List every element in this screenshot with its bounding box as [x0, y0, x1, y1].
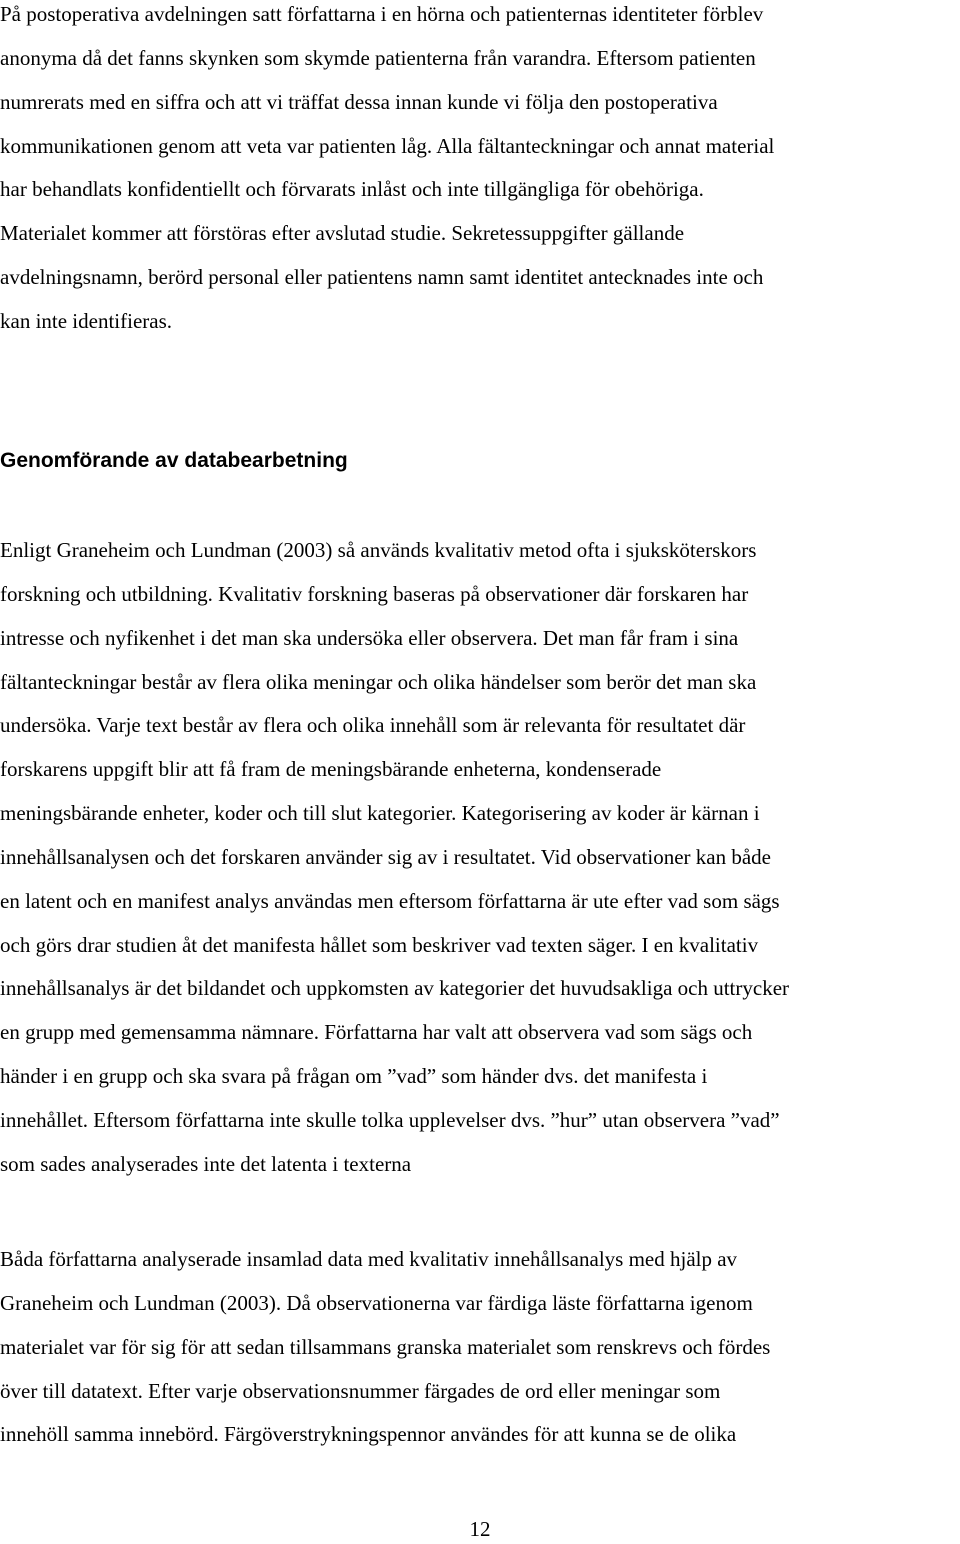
text-line: en grupp med gemensamma nämnare. Författarna har valt att observera vad som sägs och [0, 1020, 753, 1045]
text-line: forskarens uppgift blir att få fram de meningsbärande enheterna, kondenserade [0, 757, 662, 782]
text-line: Båda författarna analyserade insamlad data med kvalitativ innehållsanalys med hjälp av [0, 1247, 738, 1271]
text-line: kommunikationen genom att veta var patienten låg. Alla fältanteckningar och annat material [0, 133, 775, 158]
text-line: innehållet. Eftersom författarna inte skulle tolka upplevelser dvs. ”hur” utan observera ”vad” [0, 1107, 780, 1132]
text-line: innehöll samma innebörd. Färgöverstrykningspennor användes för att kunna se de olika [0, 1422, 737, 1447]
text-line: och görs drar studien åt det manifesta hållet som beskriver vad texten säger. I en kvalitativ [0, 932, 759, 957]
text-line: som sades analyserades inte det latenta i texterna [0, 1151, 412, 1176]
text-line: På postoperativa avdelningen satt författarna i en hörna och patienternas identiteter förblev [0, 2, 764, 26]
text-line: undersöka. Varje text består av flera och olika innehåll som är relevanta för resultatet där [0, 713, 746, 738]
text-line: fältanteckningar består av flera olika meningar och olika händelser som berör det man ska [0, 669, 757, 694]
text-line: forskning och utbildning. Kvalitativ forskning baseras på observationer där forskaren har [0, 581, 749, 606]
page-number: 12 [469, 1517, 491, 1541]
text-line: intresse och nyfikenhet i det man ska undersöka eller observera. Det man får fram i sina [0, 625, 739, 650]
paragraph-anonymity [0, 0, 774, 344]
section-heading: Genomförande av databearbetning [0, 449, 348, 472]
paragraph-analysis [0, 1238, 770, 1457]
text-line: numrerats med en siffra och att vi träffat dessa innan kunde vi följa den postoperativa [0, 89, 718, 114]
text-line: kan inte identifieras. [0, 308, 173, 333]
text-line: avdelningsnamn, berörd personal eller patientens namn samt identitet antecknades inte och [0, 265, 764, 290]
text-line: innehållsanalys är det bildandet och uppkomsten av kategorier det huvudsakliga och uttrycker [0, 976, 790, 1001]
text-line: över till datatext. Efter varje observationsnummer färgades de ord eller meningar som [0, 1378, 721, 1403]
text-line: Materialet kommer att förstöras efter avslutad studie. Sekretessuppgifter gällande [0, 221, 685, 246]
paragraph-method [0, 529, 789, 1187]
text-line: Enligt Graneheim och Lundman (2003) så används kvalitativ metod ofta i sjuksköterskors [0, 538, 757, 562]
text-line: innehållsanalysen och det forskaren använder sig av i resultatet. Vid observationer kan både [0, 844, 772, 869]
text-line: meningsbärande enheter, koder och till slut kategorier. Kategorisering av koder är kärnan i [0, 801, 760, 826]
text-line: händer i en grupp och ska svara på frågan om ”vad” som händer dvs. det manifesta i [0, 1064, 708, 1089]
text-line: anonyma då det fanns skynken som skymde patienterna från varandra. Eftersom patienten [0, 45, 756, 70]
text-line: Graneheim och Lundman (2003). Då observationerna var färdiga läste författarna igenom [0, 1290, 753, 1315]
text-line: materialet var för sig för att sedan tillsammans granska materialet som renskrevs och fördes [0, 1334, 771, 1359]
text-line: har behandlats konfidentiellt och förvarats inlåst och inte tillgängliga för obehöriga. [0, 177, 704, 202]
text-line: en latent och en manifest analys användas men eftersom författarna är ute efter vad som sägs [0, 888, 780, 913]
